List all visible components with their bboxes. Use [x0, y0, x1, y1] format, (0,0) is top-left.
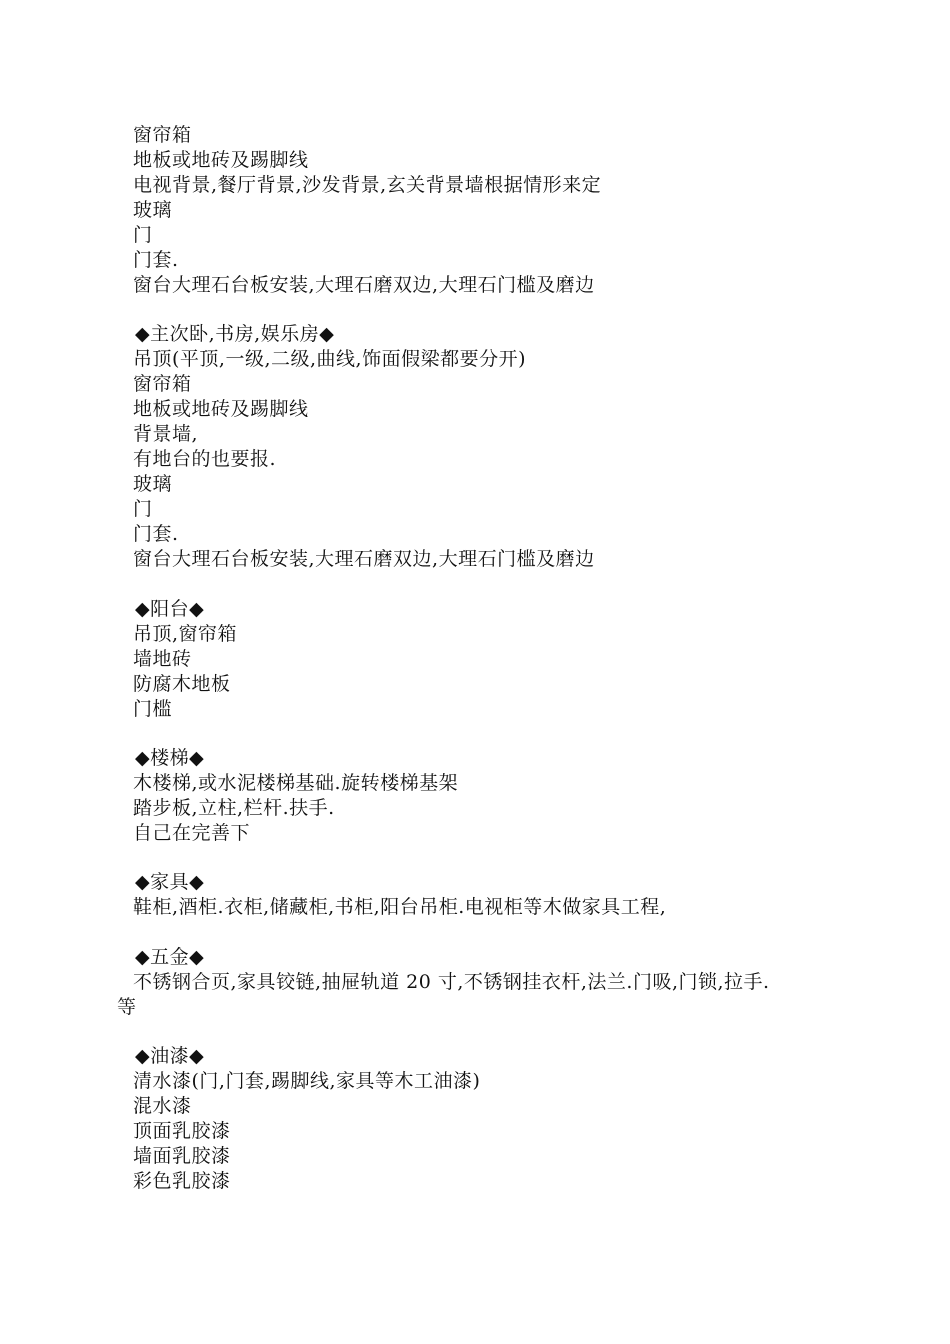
section-heading: ◆家具◆ — [135, 871, 205, 893]
section-heading: ◆阳台◆ — [135, 598, 205, 620]
text-line: 地板或地砖及踢脚线 — [133, 149, 309, 171]
section-bedroom — [117, 322, 897, 572]
text-line: 门套. — [133, 249, 179, 271]
text-line: 木楼梯,或水泥楼梯基础.旋转楼梯基架 — [133, 772, 459, 794]
section-living-room — [117, 123, 897, 298]
text-line: 顶面乳胶漆 — [133, 1120, 231, 1142]
text-line: 有地台的也要报. — [133, 448, 277, 470]
section-heading: ◆楼梯◆ — [135, 747, 205, 769]
text-line: 自己在完善下 — [133, 822, 251, 844]
text-line: 防腐木地板 — [133, 673, 231, 695]
section-hardware — [117, 945, 897, 1020]
text-line-wrapped: 等 — [117, 996, 137, 1018]
section-furniture — [117, 870, 897, 920]
text-line: 门 — [133, 224, 153, 246]
section-balcony — [117, 597, 897, 722]
text-line: 踏步板,立柱,栏杆.扶手. — [133, 797, 335, 819]
text-line: 门套. — [133, 523, 179, 545]
text-line: 窗台大理石台板安装,大理石磨双边,大理石门槛及磨边 — [133, 274, 595, 296]
text-line: 玻璃 — [133, 199, 173, 221]
section-heading: ◆油漆◆ — [135, 1045, 205, 1067]
text-line: 不锈钢合页,家具铰链,抽屉轨道 20 寸,不锈钢挂衣杆,法兰.门吸,门锁,拉手. — [133, 971, 770, 993]
text-line: 电视背景,餐厅背景,沙发背景,玄关背景墙根据情形来定 — [133, 174, 602, 196]
text-line: 彩色乳胶漆 — [133, 1170, 231, 1192]
text-line: 窗帘箱 — [133, 124, 192, 146]
text-line: 地板或地砖及踢脚线 — [133, 398, 309, 420]
section-paint — [117, 1044, 897, 1194]
text-line: 墙地砖 — [133, 648, 192, 670]
text-line: 清水漆(门,门套,踢脚线,家具等木工油漆) — [133, 1070, 481, 1092]
text-line: 墙面乳胶漆 — [133, 1145, 231, 1167]
text-line: 混水漆 — [133, 1095, 192, 1117]
text-line: 窗帘箱 — [133, 373, 192, 395]
text-line: 门 — [133, 498, 153, 520]
section-heading: ◆五金◆ — [135, 946, 205, 968]
section-stairs — [117, 746, 897, 846]
text-line: 鞋柜,酒柜.衣柜,储藏柜,书柜,阳台吊柜.电视柜等木做家具工程, — [133, 896, 667, 918]
text-line: 窗台大理石台板安装,大理石磨双边,大理石门槛及磨边 — [133, 548, 595, 570]
text-line: 门槛 — [133, 698, 173, 720]
text-line: 吊顶,窗帘箱 — [133, 623, 238, 645]
text-line: 玻璃 — [133, 473, 173, 495]
text-line: 背景墙, — [133, 423, 199, 445]
section-heading: ◆主次卧,书房,娱乐房◆ — [135, 323, 335, 345]
text-line: 吊顶(平顶,一级,二级,曲线,饰面假梁都要分开) — [133, 348, 526, 370]
